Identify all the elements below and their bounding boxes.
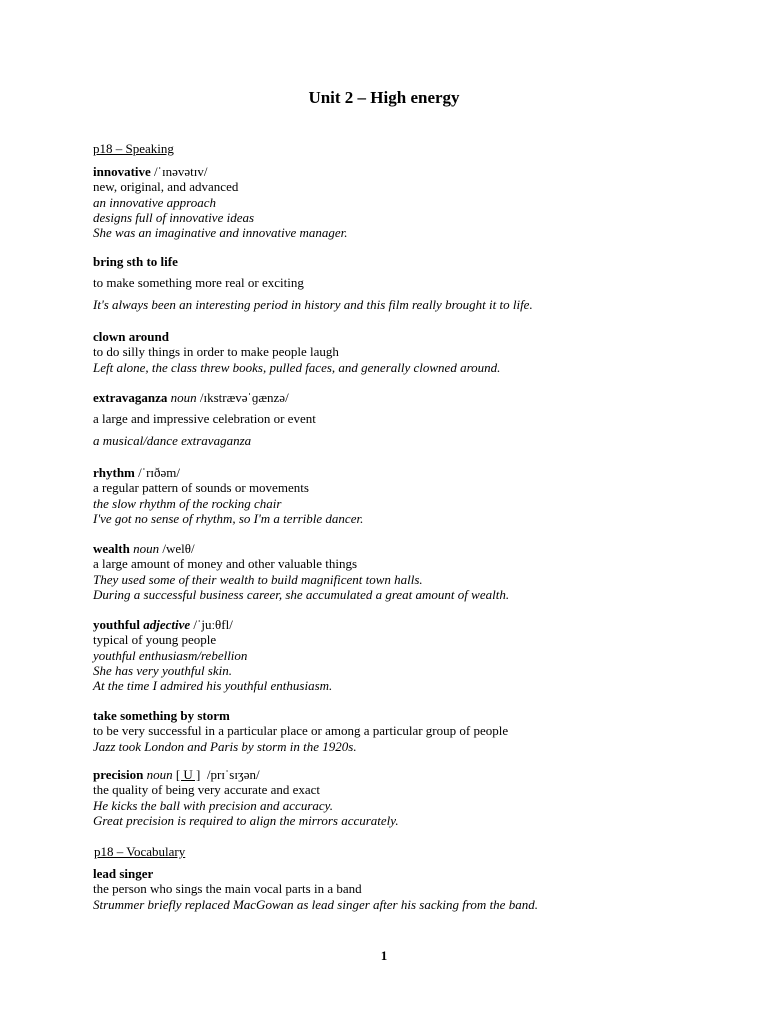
definition: to be very successful in a particular place or among a particular group of people	[93, 723, 509, 739]
pronunciation: /ˈɪnəvətɪv/	[154, 164, 208, 179]
example: Great precision is required to align the mirrors accurately.	[93, 812, 399, 828]
countability-label: [ U ]	[175, 767, 201, 782]
headword: extravaganza	[93, 390, 168, 405]
entry-wealth	[93, 541, 713, 602]
pronunciation: /ˈjuːθfl/	[193, 617, 233, 632]
example: She was an imaginative and innovative manager.	[93, 225, 348, 241]
example: She has very youthful skin.	[93, 662, 232, 678]
entry-rhythm	[93, 465, 713, 526]
part-of-speech: adjective	[143, 617, 191, 632]
example: They used some of their wealth to build magnificent town halls.	[93, 571, 423, 587]
headword: precision	[93, 767, 144, 782]
pronunciation: /ɪkstrævəˈɡænzə/	[199, 390, 289, 405]
example: Strummer briefly replaced MacGowan as lead singer after his sacking from the band.	[93, 896, 538, 912]
example: During a successful business career, she accumulated a great amount of wealth.	[93, 586, 510, 602]
page-title: Unit 2 – High energy	[308, 88, 460, 107]
example: designs full of innovative ideas	[93, 209, 255, 225]
part-of-speech: noun	[133, 541, 160, 556]
part-of-speech: noun	[146, 767, 173, 782]
definition: the person who sings the main vocal parts in a band	[93, 881, 362, 897]
definition: new, original, and advanced	[93, 179, 239, 195]
example: He kicks the ball with precision and accuracy.	[93, 797, 333, 813]
example: Left alone, the class threw books, pulled faces, and generally clowned around.	[93, 359, 501, 375]
example: youthful enthusiasm/rebellion	[93, 647, 248, 663]
section-heading-speaking: p18 – Speaking	[93, 141, 174, 156]
example: the slow rhythm of the rocking chair	[93, 495, 282, 511]
example: I've got no sense of rhythm, so I'm a terrible dancer.	[93, 510, 364, 526]
example: a musical/dance extravaganza	[93, 432, 252, 448]
entry-youthful	[93, 617, 713, 693]
section-heading-vocabulary: p18 – Vocabulary	[94, 844, 186, 859]
entry-clown-around	[93, 329, 713, 375]
example: At the time I admired his youthful enthusiasm.	[93, 678, 333, 694]
pronunciation: /prɪˈsɪʒən/	[206, 767, 260, 782]
page-number: 1	[380, 948, 388, 963]
pronunciation: /ˈrɪðəm/	[138, 465, 181, 480]
example: Jazz took London and Paris by storm in the 1920s.	[93, 738, 357, 754]
part-of-speech: noun	[170, 390, 197, 405]
headword: innovative	[93, 164, 151, 179]
headword: youthful	[93, 617, 140, 632]
headword: rhythm	[93, 465, 135, 480]
headword: take something by storm	[93, 708, 230, 723]
entry-take-by-storm	[93, 708, 713, 754]
definition: to make something more real or exciting	[93, 275, 304, 291]
headword: bring sth to life	[93, 254, 178, 269]
definition: a large and impressive celebration or event	[93, 411, 316, 427]
headword: wealth	[93, 541, 130, 556]
definition: a regular pattern of sounds or movements	[93, 480, 309, 496]
example: an innovative approach	[93, 194, 216, 210]
example: It's always been an interesting period in history and this film really brought it to life.	[93, 296, 533, 312]
headword: lead singer	[93, 866, 154, 881]
entry-innovative	[93, 164, 713, 240]
definition: to do silly things in order to make people laugh	[93, 344, 339, 360]
entry-lead-singer	[93, 866, 713, 912]
definition: a large amount of money and other valuable things	[93, 556, 358, 572]
entry-extravaganza	[93, 390, 713, 448]
definition: typical of young people	[93, 632, 217, 648]
pronunciation: /welθ/	[162, 541, 195, 556]
headword: clown around	[93, 329, 169, 344]
definition: the quality of being very accurate and exact	[93, 782, 321, 798]
entry-bring-to-life	[93, 254, 713, 312]
entry-precision	[93, 767, 713, 828]
